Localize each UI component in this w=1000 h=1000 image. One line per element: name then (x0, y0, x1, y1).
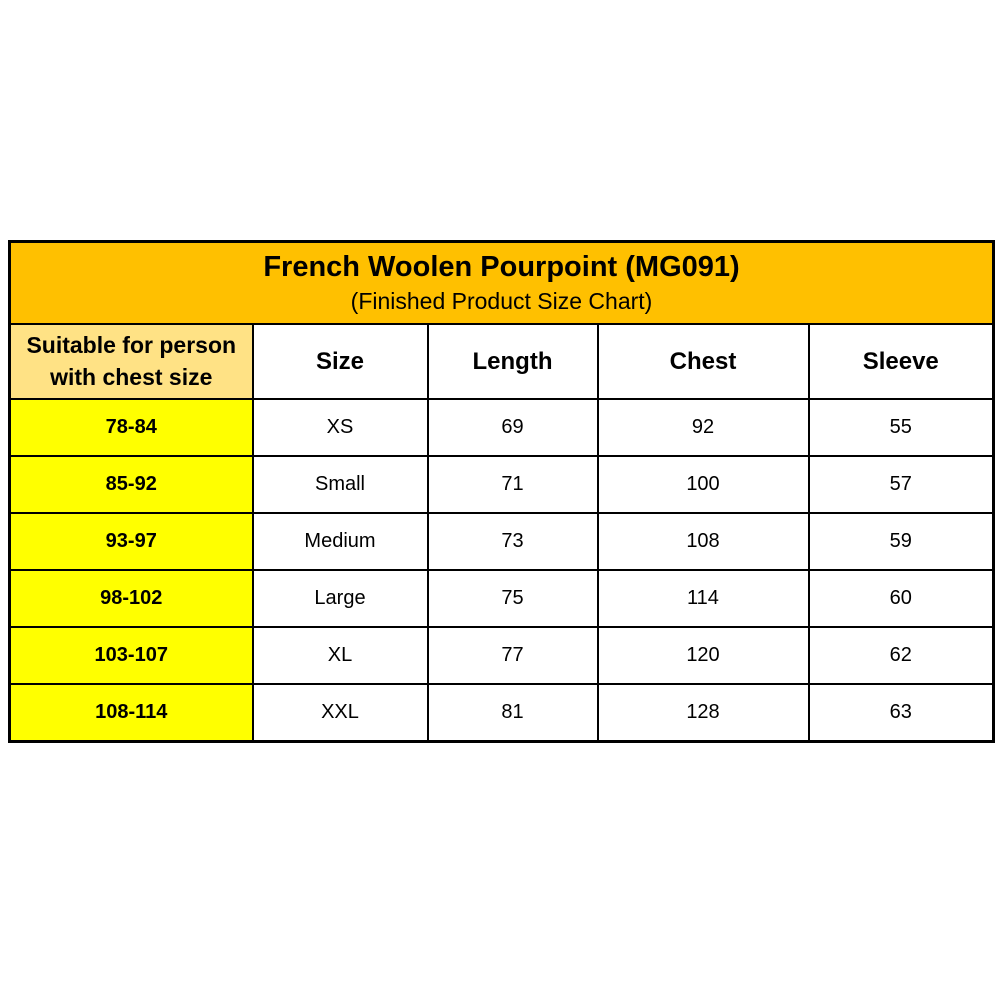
size-cell: XL (253, 627, 428, 684)
table-row-small (10, 456, 994, 513)
table-row-medium (10, 513, 994, 570)
title-row (10, 242, 994, 325)
column-header-length: Length (428, 324, 598, 399)
size-cell: Medium (253, 513, 428, 570)
chest-cell: 100 (598, 456, 809, 513)
chest-range-cell: 98-102 (10, 570, 253, 627)
chest-range-cell: 78-84 (10, 399, 253, 456)
chest-range-cell: 103-107 (10, 627, 253, 684)
chart-subtitle: (Finished Product Size Chart) (350, 287, 653, 314)
sleeve-cell: 60 (809, 570, 994, 627)
sleeve-cell: 57 (809, 456, 994, 513)
column-header-chest-size: Suitable for person with chest size (10, 324, 253, 399)
length-cell: 75 (428, 570, 598, 627)
length-cell: 73 (428, 513, 598, 570)
table-row-xs (10, 399, 994, 456)
sleeve-cell: 62 (809, 627, 994, 684)
sleeve-cell: 55 (809, 399, 994, 456)
table-row-large (10, 570, 994, 627)
chest-cell: 120 (598, 627, 809, 684)
sleeve-cell: 59 (809, 513, 994, 570)
chest-cell: 92 (598, 399, 809, 456)
size-cell: Large (253, 570, 428, 627)
size-chart-table (8, 240, 995, 743)
size-cell: XS (253, 399, 428, 456)
column-header-sleeve: Sleeve (809, 324, 994, 399)
chest-range-cell: 108-114 (10, 684, 253, 742)
length-cell: 81 (428, 684, 598, 742)
chest-range-cell: 85-92 (10, 456, 253, 513)
size-cell: Small (253, 456, 428, 513)
chest-cell: 128 (598, 684, 809, 742)
column-header-chest: Chest (598, 324, 809, 399)
table-row-xl (10, 627, 994, 684)
chest-cell: 108 (598, 513, 809, 570)
length-cell: 77 (428, 627, 598, 684)
chest-cell: 114 (598, 570, 809, 627)
column-header-size: Size (253, 324, 428, 399)
column-header-row (10, 324, 994, 399)
sleeve-cell: 63 (809, 684, 994, 742)
length-cell: 69 (428, 399, 598, 456)
table-row-xxl (10, 684, 994, 742)
title-banner (10, 242, 994, 325)
size-cell: XXL (253, 684, 428, 742)
product-title: French Woolen Pourpoint (MG091) (263, 251, 740, 284)
length-cell: 71 (428, 456, 598, 513)
chest-range-cell: 93-97 (10, 513, 253, 570)
